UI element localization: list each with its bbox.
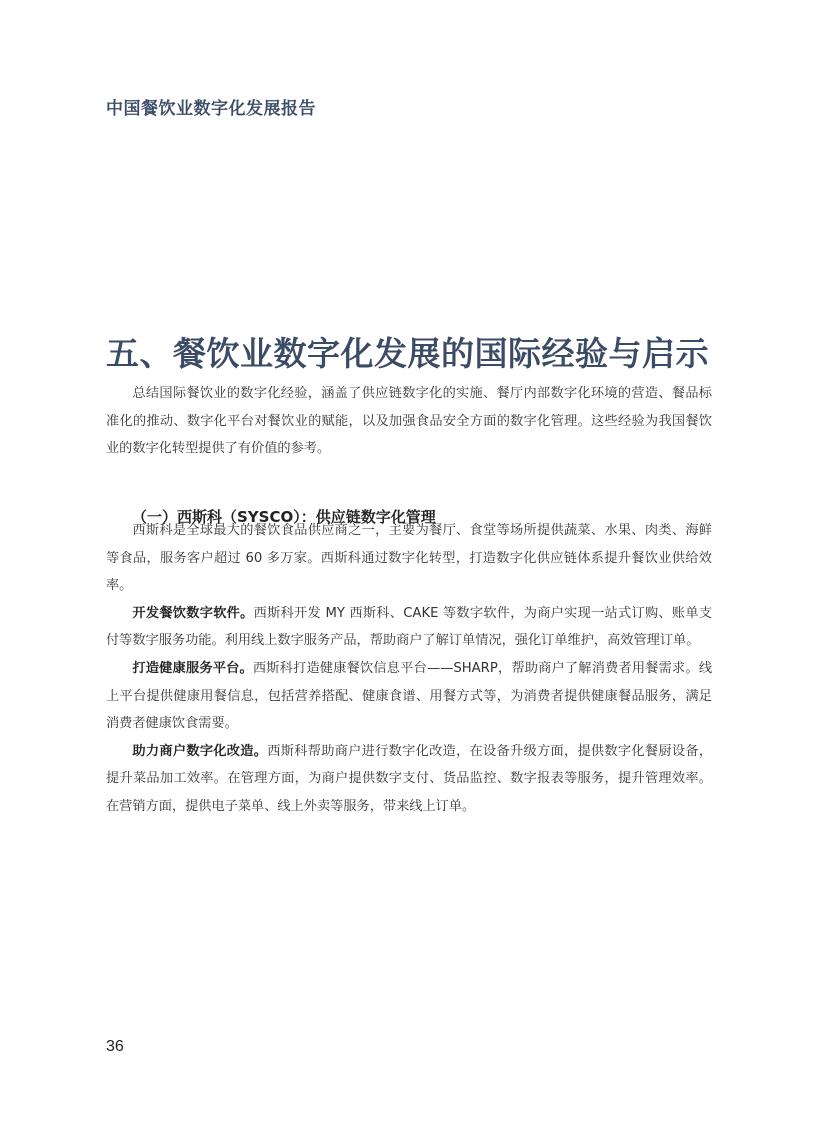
body-paragraph (106, 517, 712, 600)
section-heading: （一）西斯科（SYSCO）：供应链数字化管理 (132, 508, 436, 527)
section-body (106, 517, 712, 821)
page-number: 36 (106, 1038, 124, 1055)
running-header-title: 中国餐饮业数字化发展报告 (106, 99, 316, 119)
body-paragraph (106, 738, 712, 821)
chapter-intro-paragraph: 总结国际餐饮业的数字化经验，涵盖了供应链数字化的实施、餐厅内部数字化环境的营造、餐品标准化的推动、数字化平台对餐饮业的赋能，以及加强食品安全方面的数字化管理。这些经验为我国餐饮业的数字化转型提供了有价值的参考。 (106, 386, 712, 456)
paragraph-lead: 助力商户数字化改造。 (132, 743, 268, 759)
paragraph-text: 西斯科打造健康餐饮信息平台——SHARP，帮助商户了解消费者用餐需求。线上平台提供健康用餐信息，包括营养搭配、健康食谱、用餐方式等，为消费者提供健康餐品服务，满足消费者健康饮食需要。 (106, 660, 713, 732)
paragraph-lead: 打造健康服务平台。 (132, 660, 253, 676)
paragraph-text: 西斯科是全球最大的餐饮食品供应商之一，主要为餐厅、食堂等场所提供蔬菜、水果、肉类、海鲜等食品，服务客户超过 60 多万家。西斯科通过数字化转型，打造数字化供应链体系提升餐饮业供给效率。 (106, 523, 712, 594)
chapter-title: 五、餐饮业数字化发展的国际经验与启示 (106, 334, 709, 374)
body-paragraph (106, 600, 712, 655)
paragraph-text: 西斯科开发 MY 西斯科、CAKE 等数字软件，为商户实现一站式订购、账单支付等数字服务功能。利用线上数字服务产品，帮助商户了解订单情况，强化订单维护，高效管理订单。 (106, 605, 713, 649)
body-paragraph (106, 655, 712, 738)
paragraph-lead: 开发餐饮数字软件。 (132, 605, 254, 621)
paragraph-text: 西斯科帮助商户进行数字化改造，在设备升级方面，提供数字化餐厨设备，提升菜品加工效率。在管理方面，为商户提供数字支付、货品监控、数字报表等服务，提升管理效率。在营销方面，提供电子菜单、线上外卖等服务，带来线上订单。 (106, 743, 713, 814)
